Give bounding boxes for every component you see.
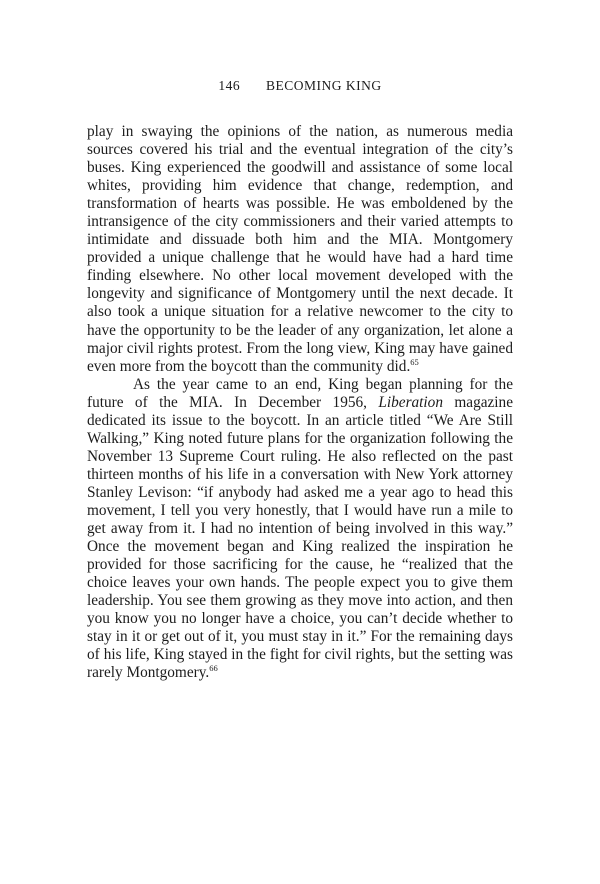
paragraph-2-text-start: As the year came to an end, King began planning for the future of the MIA. In December 1956, <box>87 375 513 411</box>
page-number: 146 <box>218 78 241 93</box>
endnote-reference-66: 66 <box>209 663 218 674</box>
paragraph-1 <box>87 123 513 376</box>
publication-title: Liberation <box>378 393 443 411</box>
running-head <box>0 78 600 94</box>
paragraph-1-text: play in swaying the opinions of the nation, as numerous media sources covered his trial and the eventual integration of the city’s buses. King experienced the goodwill and assistance of some local whites, providing him evidence that change, redemption, and transformation of hearts was possible. He was emboldened by the intransigence of the city commissioners and their varied attempts to intimidate and dissuade both him and the MIA. Montgomery provided a unique challenge that he would have had a hard time finding elsewhere. No other local movement developed with the longevity and significance of Montgomery until the next decade. It also took a unique situation for a relative newcomer to the city to have the opportunity to be the leader of any organization, let alone a major civil rights protest. From the long view, King may have gained even more from the boycott than the community did. <box>87 123 513 375</box>
book-title: BECOMING KING <box>266 78 382 93</box>
paragraph-2 <box>87 376 513 683</box>
paragraph-2-text-end: magazine dedicated its issue to the boycott. In an article titled “We Are Still Walking,” King noted future plans for the organization following the November 13 Supreme Court ruling. He also reflected on the past thirteen months of his life in a conversation with New York attorney Stanley Levison: “if anybody had asked me a year ago to head this movement, I tell you very honestly, that I would have run a mile to get away from it. I had no intention of being involved in this way.” Once the movement began and King realized the inspiration he provided for those sacrificing for the cause, he “realized that the choice leaves your own hands. The people expect you to give them leadership. You see them growing as they move into action, and then you know you no longer have a choice, you can’t decide whether to stay in it or get out of it, you must stay in it.” For the remaining days of his life, King stayed in the fight for civil rights, but the setting was rarely Montgomery. <box>87 393 513 682</box>
endnote-reference-65: 65 <box>410 356 419 367</box>
body-text <box>87 123 513 682</box>
